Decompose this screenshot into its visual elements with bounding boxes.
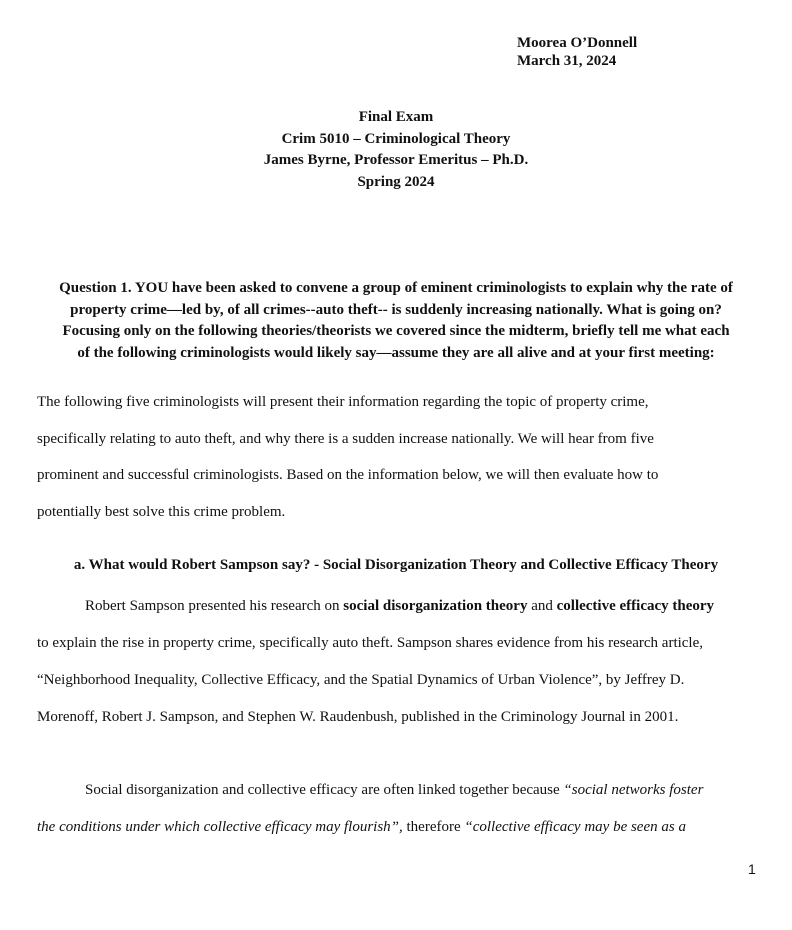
professor-name: James Byrne, Professor Emeritus – Ph.D. <box>263 152 529 168</box>
term-social-disorganization: social disorganization theory <box>343 598 528 614</box>
question-line: Focusing only on the following theories/theorists we covered since the midterm, briefly tell me what each <box>62 323 730 339</box>
paragraph-line: “Neighborhood Inequality, Collective Efficacy, and the Spatial Dynamics of Urban Violence”, by Jeffrey D. <box>37 672 685 688</box>
quote-run: “social networks foster <box>563 782 704 798</box>
text-run: Social disorganization and collective efficacy are often linked together because <box>85 782 564 798</box>
section-a-paragraph-2 <box>37 772 762 846</box>
text-run: and <box>527 598 557 614</box>
paragraph-line <box>37 588 762 625</box>
author-block <box>517 34 637 70</box>
paragraph-line: Morenoff, Robert J. Sampson, and Stephen W. Raudenbush, published in the Criminology Journal in 2001. <box>37 709 679 725</box>
exam-header <box>0 107 792 193</box>
course-title: Crim 5010 – Criminological Theory <box>281 130 511 147</box>
section-a-paragraph-1 <box>37 588 762 736</box>
term-collective-efficacy: collective efficacy theory <box>556 598 715 614</box>
paragraph-line <box>37 772 762 809</box>
intro-line: The following five criminologists will present their information regarding the topic of property crime, <box>37 394 649 410</box>
page-number: 1 <box>748 861 756 877</box>
author-date: March 31, 2024 <box>517 53 617 69</box>
question-line: Question 1. YOU have been asked to convene a group of eminent criminologists to explain why the rate of <box>59 280 733 296</box>
author-name: Moorea O’Donnell <box>517 35 638 51</box>
text-run: Robert Sampson presented his research on <box>85 598 344 614</box>
question-prompt <box>30 278 762 364</box>
paragraph-line <box>37 809 762 846</box>
quote-run: “collective efficacy may be seen as a <box>464 819 686 835</box>
section-a-heading: a. What would Robert Sampson say? - Social Disorganization Theory and Collective Efficacy Theory <box>73 557 719 573</box>
intro-line: specifically relating to auto theft, and why there is a sudden increase nationally. We will hear from five <box>37 430 654 447</box>
quote-run: the conditions under which collective efficacy may flourish”, <box>37 819 403 835</box>
intro-paragraph <box>37 384 762 531</box>
exam-title: Final Exam <box>358 109 434 125</box>
paragraph-line: to explain the rise in property crime, specifically auto theft. Sampson shares evidence from his research article, <box>37 635 704 651</box>
question-line: of the following criminologists would likely say—assume they are all alive and at your first meeting: <box>77 344 715 361</box>
intro-line: potentially best solve this crime problem. <box>37 504 286 521</box>
text-run: therefore <box>402 819 465 835</box>
intro-line: prominent and successful criminologists. Based on the information below, we will then evaluate how to <box>37 467 659 484</box>
question-line: property crime—led by, of all crimes--auto theft-- is suddenly increasing nationally. What is going on? <box>70 301 722 318</box>
exam-term: Spring 2024 <box>357 173 435 190</box>
